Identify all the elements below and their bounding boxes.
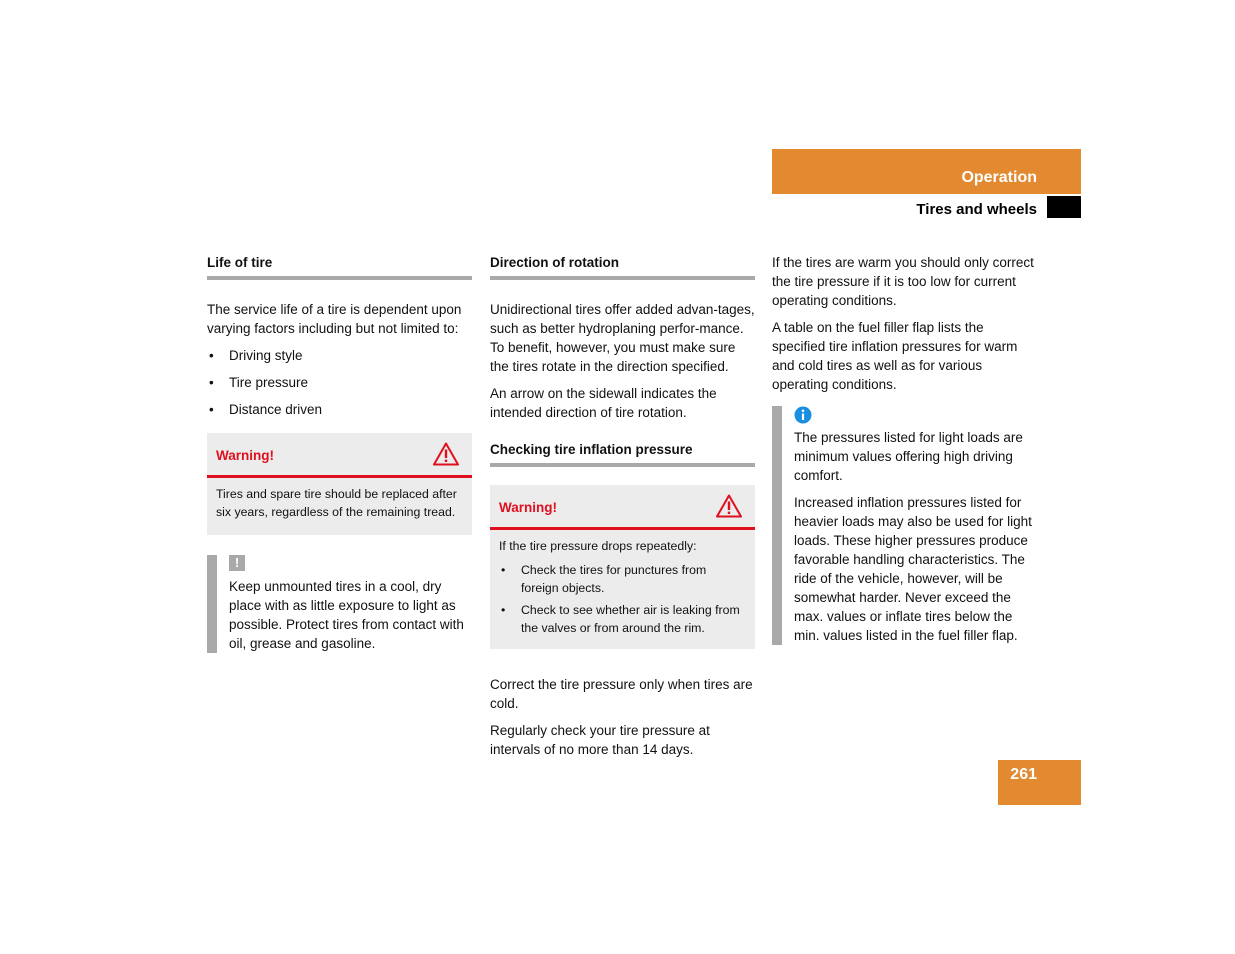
page-number-box (998, 760, 1081, 805)
paragraph: Correct the tire pressure only when tires are cold. (490, 677, 753, 711)
warning-body (207, 478, 472, 535)
page-number: 261 (1010, 766, 1037, 783)
info-icon (794, 406, 812, 424)
warning-intro: If the tire pressure drops repeatedly: (499, 539, 697, 553)
list-item: • Driving style (207, 346, 472, 365)
paragraph: Regularly check your tire pressure at intervals of no more than 14 days. (490, 723, 710, 757)
note-text: Keep unmounted tires in a cool, dry place with as little exposure to light as possible. Protect tires from contact with oil, grease and gasoline. (229, 579, 464, 651)
paragraph: An arrow on the sidewall indicates the intended direction of tire rotation. (490, 386, 717, 420)
paragraph: Unidirectional tires offer added advan-tages, such as better hydroplaning perfor-mance. To benefit, however, you must make sure the tires rotate in the direction specified. (490, 302, 755, 374)
section-header (772, 149, 1081, 194)
subsection-title: Tires and wheels (916, 201, 1037, 218)
warning-title: Warning! (499, 500, 557, 515)
note-storage (207, 555, 472, 653)
heading-life-of-tire: Life of tire (207, 253, 472, 280)
warning-text: Tires and spare tire should be replaced after six years, regardless of the remaining tread. (216, 487, 457, 519)
warning-triangle-icon (716, 494, 742, 518)
warning-header (207, 433, 472, 478)
paragraph: If the tires are warm you should only correct the tire pressure if it is too low for current operating conditions. (772, 255, 1034, 308)
warning-list (499, 561, 746, 637)
warning-box-tire-age (207, 433, 472, 535)
note-pressure-info (772, 406, 1037, 645)
subsection-header (772, 194, 1081, 218)
paragraph: A table on the fuel filler flap lists the specified tire inflation pressures for warm and cold tires as well as for various operating conditions. (772, 320, 1018, 392)
column-1 (207, 253, 472, 661)
note-text: Increased inflation pressures listed for heavier loads may also be used for light loads. These higher pressures produce favorable handling characteristics. The ride of the vehicle, however, will be somewhat harder. Never exceed the max. values or inflate tires below the min. values listed in the fuel filler flap. (794, 495, 1032, 643)
heading-direction-of-rotation: Direction of rotation (490, 253, 755, 280)
warning-header (490, 485, 755, 530)
list-item: • Check the tires for punctures from foreign objects. (499, 561, 746, 597)
list-item: • Tire pressure (207, 373, 472, 392)
warning-triangle-icon (433, 442, 459, 466)
column-3 (772, 253, 1037, 653)
section-title: Operation (961, 169, 1037, 186)
list-item: • Distance driven (207, 400, 472, 419)
note-text: The pressures listed for light loads are minimum values offering high driving comfort. (794, 430, 1023, 483)
exclamation-icon: ! (229, 555, 245, 571)
list-item: • Check to see whether air is leaking from the valves or from around the rim. (499, 601, 746, 637)
column-2 (490, 253, 755, 767)
warning-box-pressure-drop (490, 485, 755, 649)
warning-body (490, 530, 755, 649)
life-of-tire-intro: The service life of a tire is dependent upon varying factors including but not limited to: (207, 302, 462, 336)
subsection-marker (1047, 196, 1081, 218)
heading-checking-tire-pressure: Checking tire inflation pressure (490, 440, 755, 467)
life-factors-list (207, 346, 472, 419)
warning-title: Warning! (216, 448, 274, 463)
